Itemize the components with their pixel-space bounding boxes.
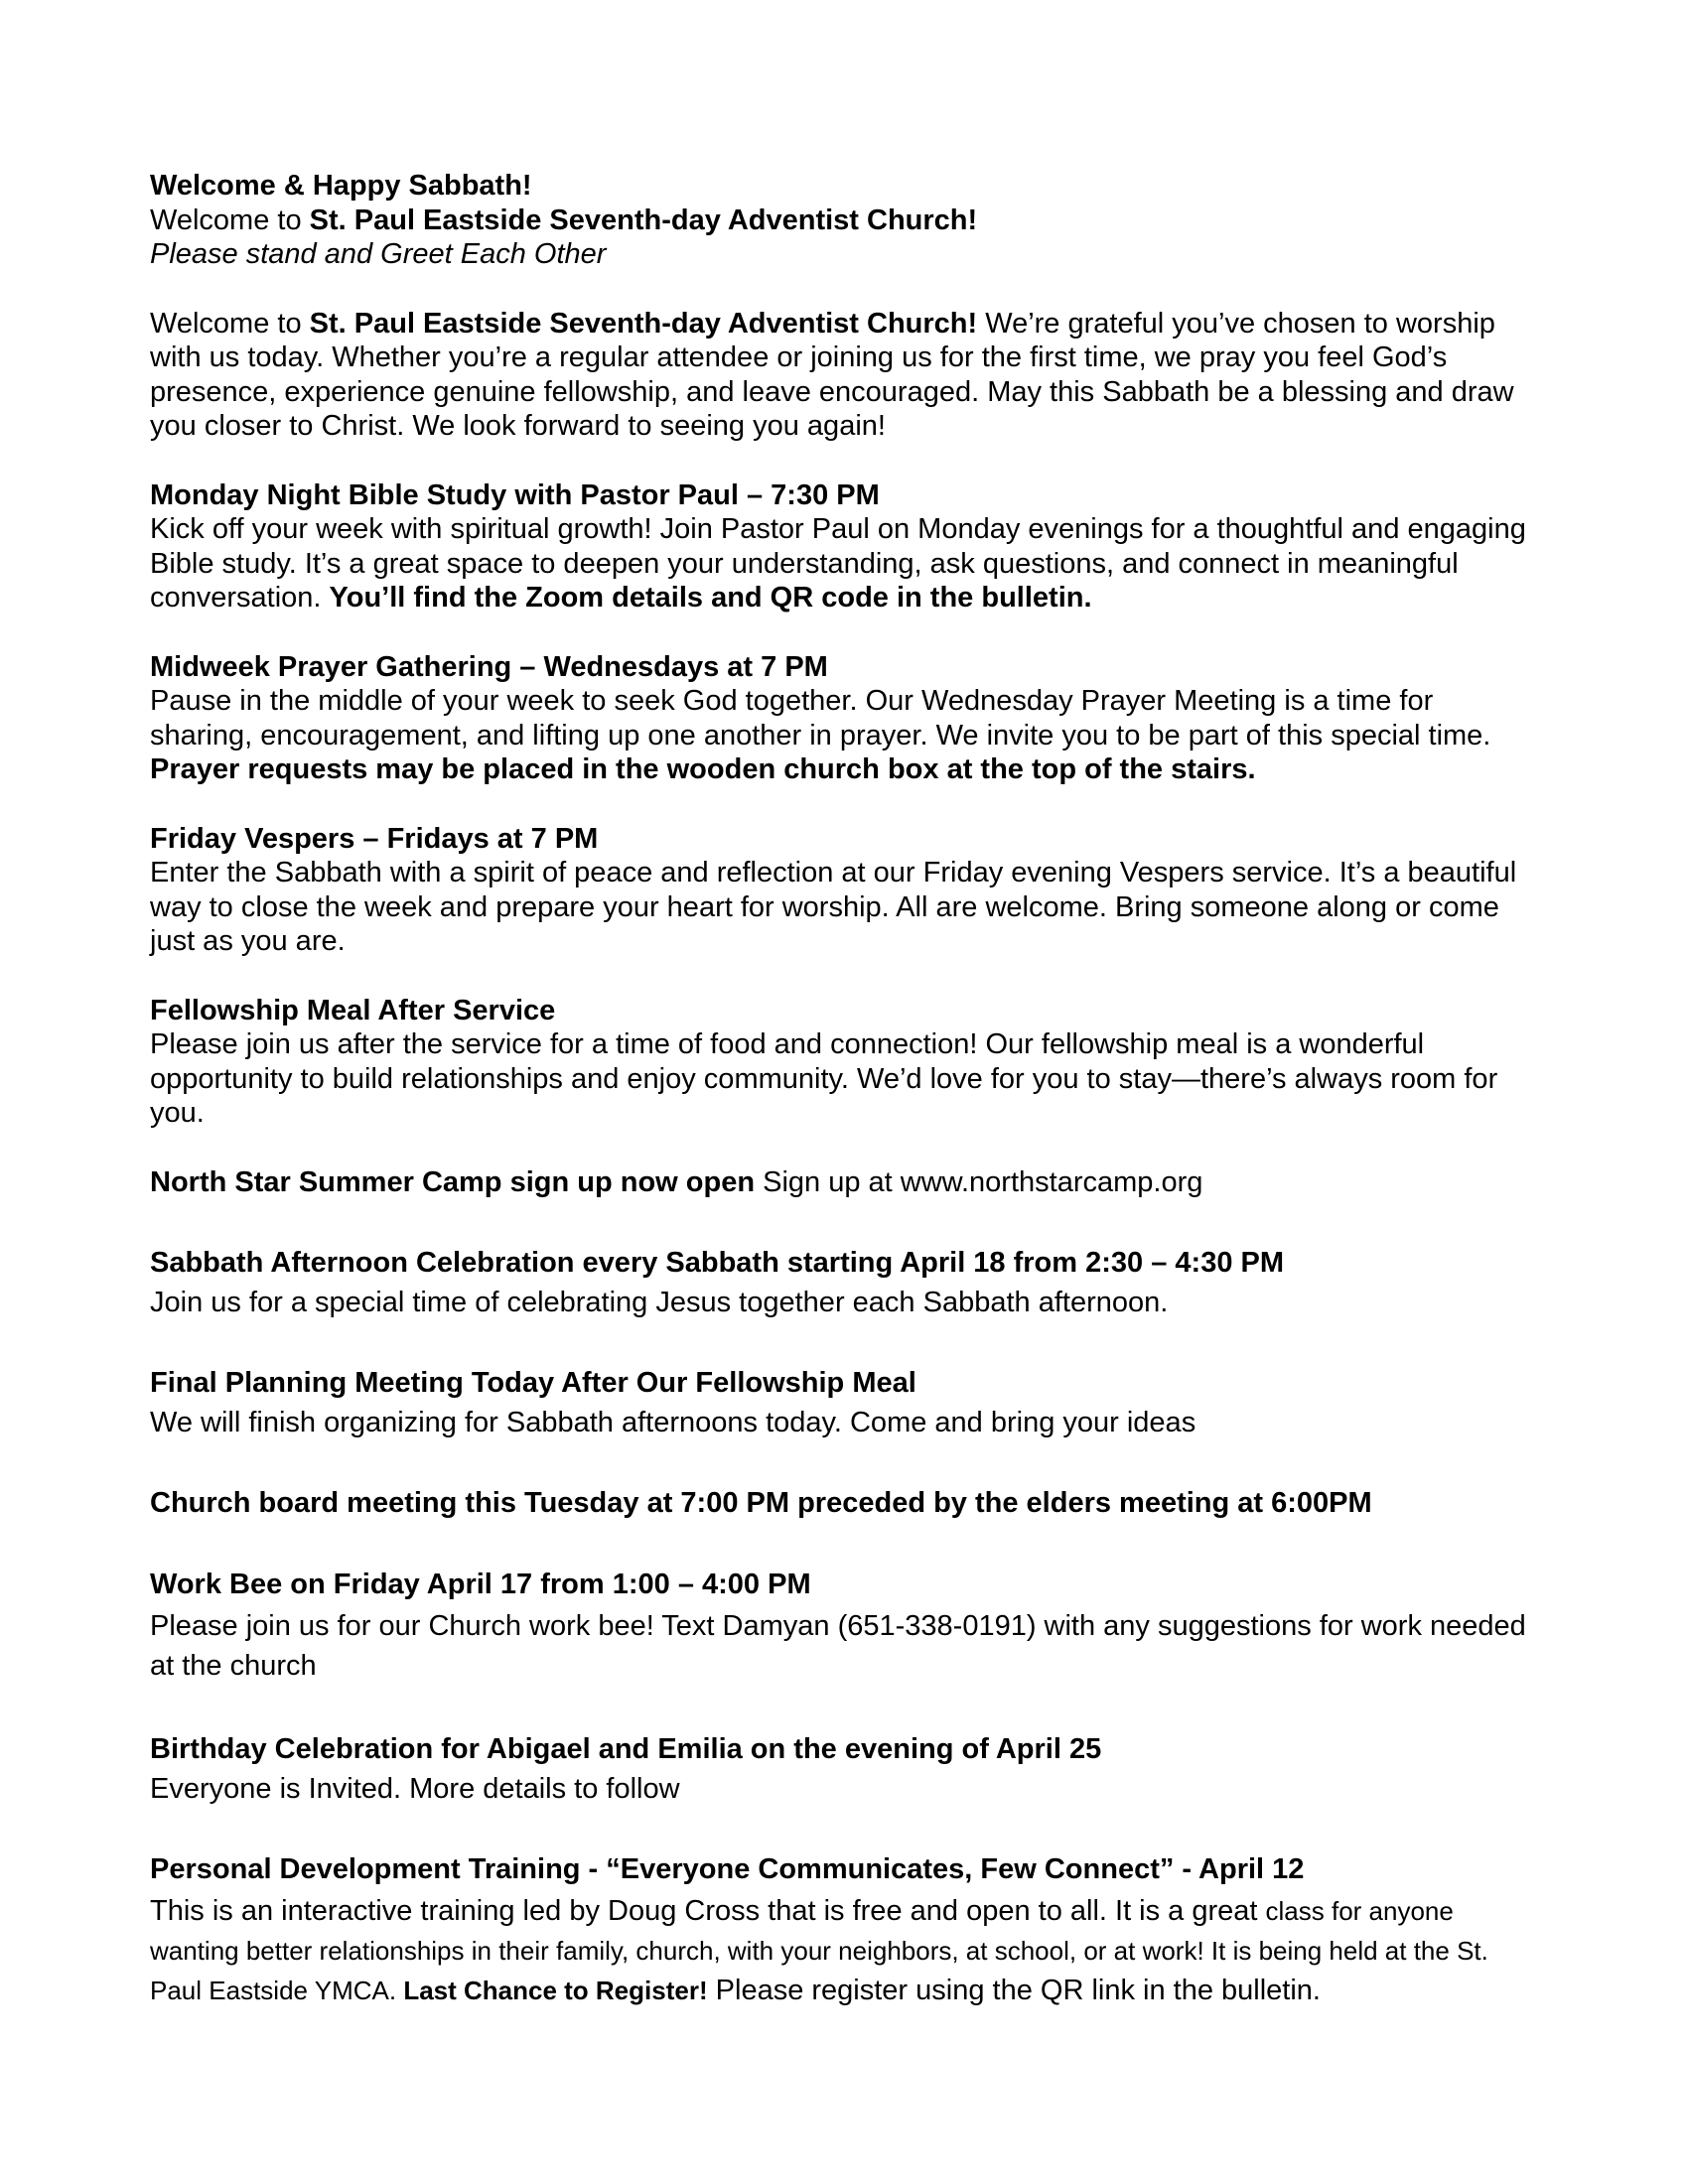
bible-study-emphasis: You’ll find the Zoom details and QR code in the bulletin.	[329, 582, 1092, 614]
prayer-text	[150, 684, 1540, 787]
training-emphasis: Last Chance to Register!	[403, 1975, 708, 2005]
training-title: Personal Development Training - “Everyone Communicates, Few Connect” - April 12	[150, 1853, 1305, 1885]
bible-study-section	[150, 478, 1540, 615]
training-section	[150, 1852, 1540, 2010]
welcome-line	[150, 204, 1540, 238]
planning-body: We will finish organizing for Sabbath afternoons today. Come and bring your ideas	[150, 1406, 1196, 1438]
intro-paragraph	[150, 307, 1540, 444]
training-text	[150, 1891, 1540, 2010]
camp-body: Sign up at www.northstarcamp.org	[755, 1165, 1203, 1198]
camp-section	[150, 1165, 1540, 1200]
planning-section	[150, 1366, 1540, 1439]
training-body-end: Please register using the QR link in the bulletin.	[707, 1974, 1321, 2006]
greeting-instruction: Please stand and Greet Each Other	[150, 238, 607, 270]
work-bee-section	[150, 1568, 1540, 1687]
bible-study-text	[150, 512, 1540, 615]
birthday-title: Birthday Celebration for Abigael and Emilia on the evening of April 25	[150, 1733, 1102, 1765]
welcome-section	[150, 169, 1540, 272]
training-body-start: This is an interactive training led by Doug Cross that is free and open to all. It is a great	[150, 1894, 1266, 1927]
intro-church-name: St. Paul Eastside Seventh-day Adventist Church!	[309, 307, 978, 340]
planning-title: Final Planning Meeting Today After Our Fellowship Meal	[150, 1367, 916, 1399]
birthday-body: Everyone is Invited. More details to follow	[150, 1772, 680, 1805]
fellowship-section	[150, 994, 1540, 1131]
prayer-section	[150, 650, 1540, 787]
celebration-body: Join us for a special time of celebrating Jesus together each Sabbath afternoon.	[150, 1286, 1169, 1318]
fellowship-title: Fellowship Meal After Service	[150, 994, 556, 1026]
vespers-body: Enter the Sabbath with a spirit of peace and reflection at our Friday evening Vespers service. It’s a beautiful way to close the week and prepare your heart for worship. All are welcome. Bring someone along or come just as you are.	[150, 857, 1517, 957]
welcome-prefix: Welcome to	[150, 204, 310, 236]
prayer-body: Pause in the middle of your week to seek God together. Our Wednesday Prayer Meeting is a time for sharing, encouragement, and lifting up one another in prayer. We invite you to be part of this special time.	[150, 685, 1491, 751]
prayer-title: Midweek Prayer Gathering – Wednesdays at 7 PM	[150, 650, 828, 683]
work-bee-body: Please join us for our Church work bee! Text Damyan (651-338-0191) with any suggestions for work needed at the church	[150, 1610, 1526, 1682]
vespers-section	[150, 822, 1540, 959]
celebration-section	[150, 1246, 1540, 1319]
bulletin-page	[150, 169, 1540, 2010]
vespers-title: Friday Vespers – Fridays at 7 PM	[150, 822, 599, 855]
camp-title: North Star Summer Camp sign up now open	[150, 1165, 756, 1198]
intro-body: We’re grateful you’ve chosen to worship with us today. Whether you’re a regular attendee or joining us for the first time, we pray you feel God’s presence, experience genuine fellowship, and leave encouraged. May this Sabbath be a blessing and draw you closer to Christ. We look forward to seeing you again!	[150, 307, 1514, 442]
welcome-heading: Welcome & Happy Sabbath!	[150, 170, 532, 202]
prayer-emphasis: Prayer requests may be placed in the wooden church box at the top of the stairs.	[150, 753, 1256, 785]
work-bee-title: Work Bee on Friday April 17 from 1:00 – 4:00 PM	[150, 1568, 811, 1600]
bible-study-body: Kick off your week with spiritual growth! Join Pastor Paul on Monday evenings for a thoughtful and engaging Bible study. It’s a great space to deepen your understanding, ask questions, and connect in meaningful conversation.	[150, 513, 1526, 614]
fellowship-body: Please join us after the service for a time of food and connection! Our fellowship meal is a wonderful opportunity to build relationships and enjoy community. We’d love for you to stay—there’s always room for you.	[150, 1028, 1498, 1129]
birthday-section	[150, 1732, 1540, 1806]
church-name: St. Paul Eastside Seventh-day Adventist Church!	[309, 204, 978, 236]
board-meeting: Church board meeting this Tuesday at 7:00 PM preceded by the elders meeting at 6:00PM	[150, 1487, 1372, 1519]
bible-study-title: Monday Night Bible Study with Pastor Paul – 7:30 PM	[150, 478, 880, 511]
celebration-title: Sabbath Afternoon Celebration every Sabbath starting April 18 from 2:30 – 4:30 PM	[150, 1247, 1285, 1279]
training-body-small: class for anyone wanting better relationships in their family, church, with your neighbors, at school, or at work! It is being held at the St. Paul Eastside YMCA.	[150, 1895, 1488, 2005]
intro-prefix: Welcome to	[150, 307, 310, 340]
